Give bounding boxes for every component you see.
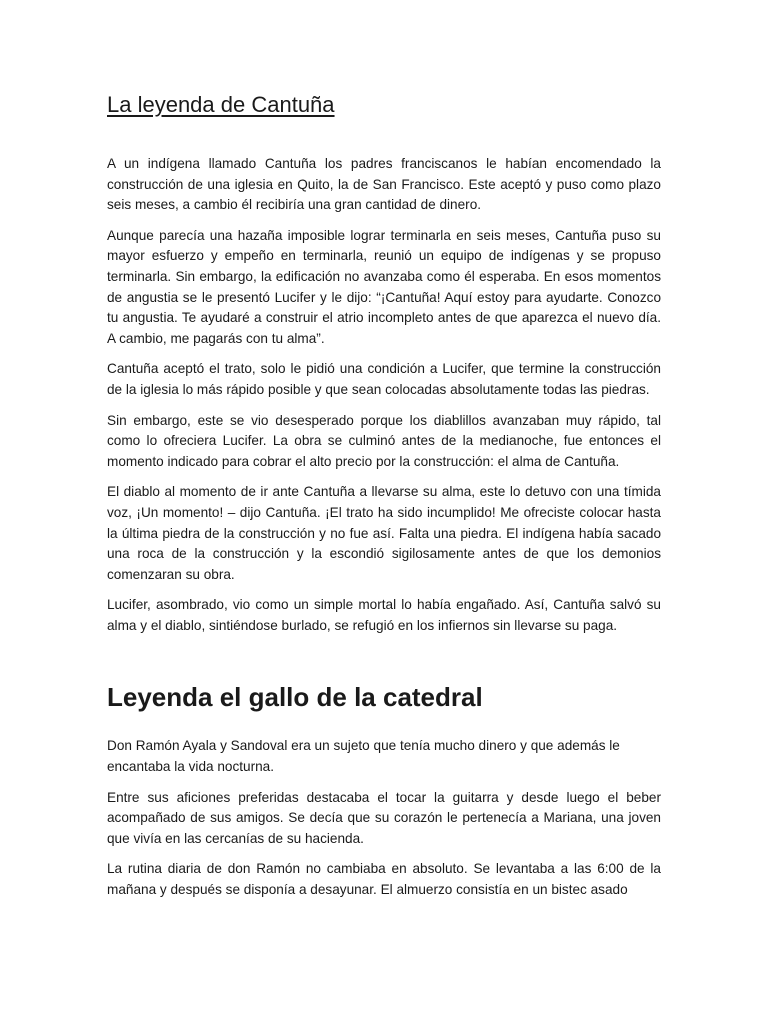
section-title-cantuna: La leyenda de Cantuña (107, 92, 335, 117)
paragraph: El diablo al momento de ir ante Cantuña a llevarse su alma, este lo detuvo con una tímida voz, ¡Un momento! – dijo Cantuña. ¡El trato ha sido incumplido! Me ofreciste colocar hasta la última piedra de la construcción y no fue así. Falta una piedra. El indígena había sacado una roca de la construcción y la escondió sigilosamente antes de que los demonios comenzaran su obra. (107, 484, 661, 582)
paragraph: La rutina diaria de don Ramón no cambiaba en absoluto. Se levantaba a las 6:00 de la mañana y después se disponía a desayunar. El almuerzo consistía en un bistec asado (107, 861, 661, 898)
paragraph: Entre sus aficiones preferidas destacaba el tocar la guitarra y desde luego el beber acompañado de sus amigos. Se decía que su corazón le pertenecía a Mariana, una joven que vivía en las cercanías de su hacienda. (107, 789, 661, 846)
document-content (107, 90, 661, 911)
paragraph: Aunque parecía una hazaña imposible lograr terminarla en seis meses, Cantuña puso su mayor esfuerzo y empeño en terminarla, reunió un equipo de indígenas y se propuso terminarla. Sin embargo, la edificación no avanzaba como él esperaba. En esos momentos de angustia se le presentó Lucifer y le dijo: “¡Cantuña! Aquí estoy para ayudarte. Conozco tu angustia. Te ayudaré a construir el atrio incompleto antes de que aparezca el nuevo día. A cambio, me pagarás con tu alma”. (107, 227, 661, 346)
paragraph: Cantuña aceptó el trato, solo le pidió una condición a Lucifer, que termine la construcción de la iglesia lo más rápido posible y que sean colocadas absolutamente todas las piedras. (107, 361, 661, 397)
section-title-gallo: Leyenda el gallo de la catedral (107, 682, 483, 713)
paragraph: Lucifer, asombrado, vio como un simple mortal lo había engañado. Así, Cantuña salvó su alma y el diablo, sintiéndose burlado, se refugió en los infiernos sin llevarse su paga. (107, 597, 661, 633)
paragraph: A un indígena llamado Cantuña los padres franciscanos le habían encomendado la construcción de una iglesia en Quito, la de San Francisco. Este aceptó y puso como plazo seis meses, a cambio él recibiría una gran cantidad de dinero. (107, 156, 661, 213)
paragraph: Sin embargo, este se vio desesperado porque los diablillos avanzaban muy rápido, tal como lo ofreciera Lucifer. La obra se culminó antes de la medianoche, fue entonces el momento indicado para cobrar el alto precio por la construcción: el alma de Cantuña. (107, 412, 661, 469)
paragraph: Don Ramón Ayala y Sandoval era un sujeto que tenía mucho dinero y que además le encantaba la vida nocturna. (107, 738, 620, 775)
